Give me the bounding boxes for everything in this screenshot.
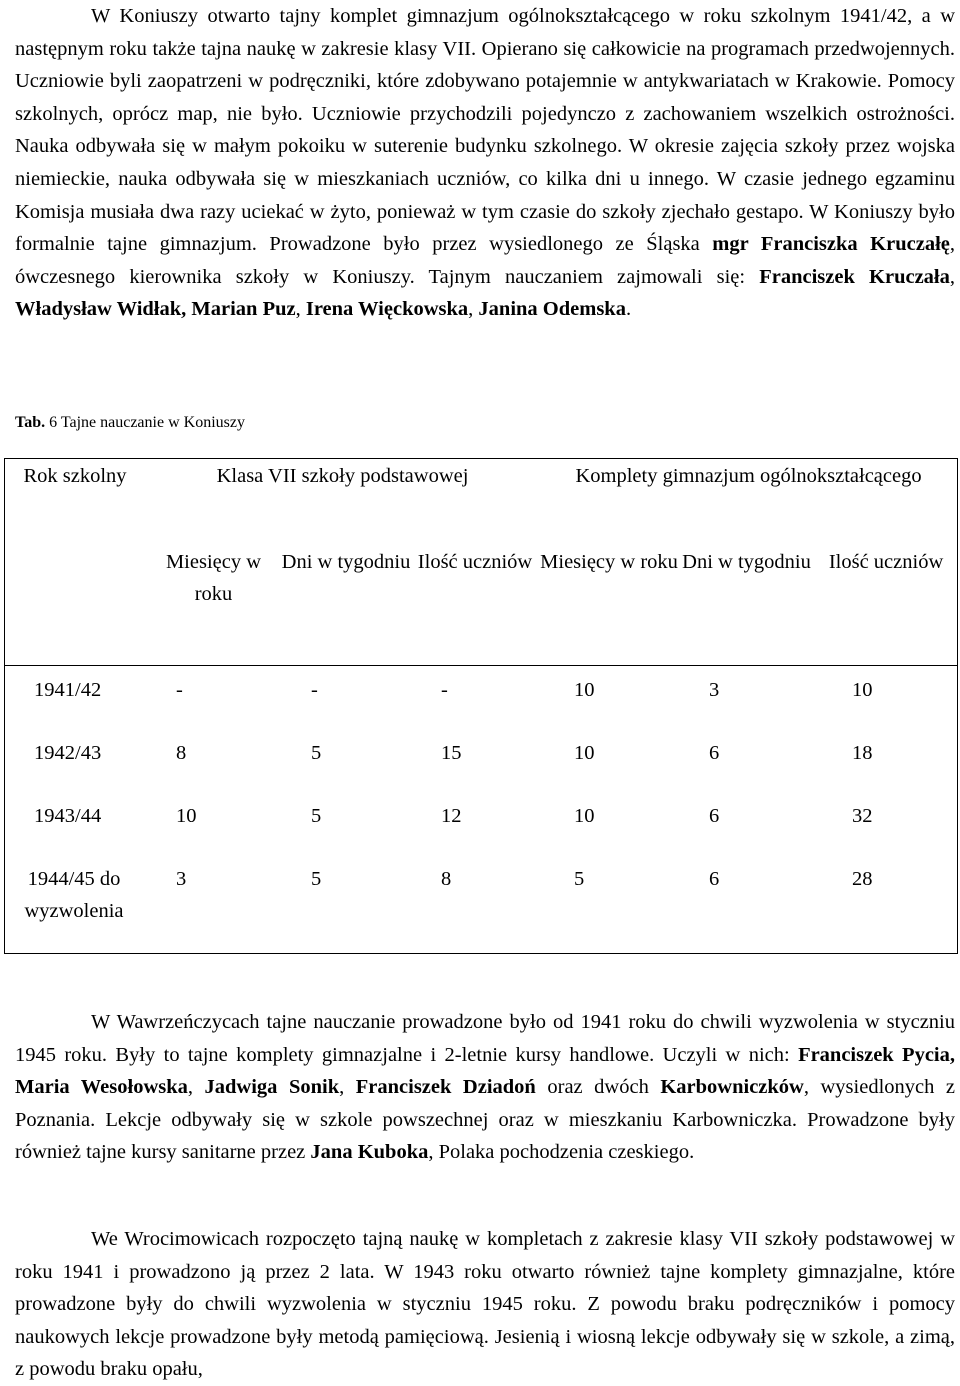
subheader-cell: Ilość uczniów — [417, 551, 533, 573]
p1-seg: , ówczesnego kierownika szkoły w Koniuszy. Tajnym nauczaniem zajmowali się: — [15, 233, 955, 288]
table-cell-year: 1942/43 — [34, 742, 102, 764]
table-cell: 5 — [574, 868, 585, 890]
table-subheader-row — [4, 544, 958, 666]
table-header-row — [4, 458, 958, 544]
table-cell: 10 — [574, 742, 595, 764]
subheader-cell: Miesięcy w roku — [165, 551, 262, 605]
table-cell: 18 — [852, 742, 873, 764]
table-cell: 10 — [852, 679, 873, 701]
table-row — [4, 792, 958, 855]
p2-seg: , — [187, 1076, 205, 1099]
p1-seg: , — [295, 298, 306, 321]
p3-seg: We Wrocimowicach rozpoczęto tajną naukę w kompletach z zakresie klasy VII szkoły podstawowej w roku 1941 i prowadzono ją przez 2 lata. W 1943 roku otwarto również tajne komplety gimnazjalne, które prowadzone były do chwili wyzwolenia w styczniu 1945 roku. Z powodu braku podręczników i pomocy naukowych lekcje prowadzone były metodą pamięciową. Jesienią i wiosną lekcje odbywały się w szkole, a zimą, z powodu braku opału, — [15, 1228, 955, 1381]
header-class-vii: Klasa VII szkoły podstawowej — [216, 465, 469, 487]
paragraph-wawrzenczyce — [15, 1006, 955, 1169]
table-cell: 8 — [441, 868, 452, 890]
p1-seg: , — [949, 265, 956, 288]
table-caption — [15, 412, 245, 434]
table-cell: 3 — [176, 868, 187, 890]
table-row — [4, 729, 958, 792]
table-cell: 10 — [574, 805, 595, 827]
p1-seg: W Koniuszy otwarto tajny komplet gimnazjum ogólnokształcącego w roku szkolnym 1941/42, a w następnym roku także tajna naukę w zakresie klasy VII. Opierano się całkowicie na programach przedwojennych. Uczniowie byli zaopatrzeni w podręczniki, które zdobywano potajemnie w antykwariatach w Krakowie. Pomocy szkolnych, oprócz map, nie było. Uczniowie przychodzili pojedynczo z zachowaniem wszelkich ostrożności. Nauka odbywała się w małym pokoiku w suterenie budynku szkolnego. W okresie zajęcia szkoły przez wojska niemieckie, nauka odbywała się w mieszkaniach uczniów, co kilka dni u innego. W czasie jednego egzaminu Komisja musiała dwa razy uciekać w żyto, ponieważ w tym czasie do szkoły zjechało gestapo. W Koniuszy było formalnie tajne gimnazjum. Prowadzone było przez wysiedlonego ze Śląska — [15, 5, 955, 256]
p1-seg-bold: mgr Franciszka Kruczałę — [712, 233, 950, 256]
table-row — [4, 666, 958, 729]
subheader-cell: Miesięcy w roku — [540, 551, 678, 573]
subheader-cell: Dni w tygodniu — [682, 551, 811, 573]
p2-seg: , Polaka pochodzenia czeskiego. — [428, 1141, 695, 1164]
p2-seg: , wysiedlonych z Poznania. Lekcje odbywały się w szkole powszechnej oraz w mieszkaniu Karbowniczka. Prowadzone były również tajne kursy sanitarne przez — [15, 1076, 955, 1164]
p1-seg-bold: Władysław Widłak, Marian Puz — [15, 298, 296, 321]
p2-seg: , — [339, 1076, 356, 1099]
table-cell: 12 — [441, 805, 462, 827]
table-cell: 10 — [176, 805, 197, 827]
header-gymnasium: Komplety gimnazjum ogólnokształcącego — [575, 465, 922, 487]
table-cell: - — [176, 679, 183, 701]
p2-seg-bold: Jadwiga Sonik — [204, 1076, 340, 1099]
table-cell: 6 — [709, 742, 720, 764]
p2-seg-bold: Jana Kuboka — [310, 1141, 429, 1164]
p1-seg-bold: Franciszek Kruczała — [759, 265, 950, 288]
table-cell: 6 — [709, 868, 720, 890]
table-cell: 10 — [574, 679, 595, 701]
table-cell: - — [311, 679, 318, 701]
table-cell-year: 1944/45 do wyzwolenia — [24, 868, 124, 922]
table-cell: 15 — [441, 742, 462, 764]
p1-seg: , — [468, 298, 479, 321]
table-cell: 5 — [311, 868, 322, 890]
subheader-cell: Dni w tygodniu — [281, 551, 411, 573]
table-cell: 6 — [709, 805, 720, 827]
table-cell: 5 — [311, 805, 322, 827]
table-cell: 8 — [176, 742, 187, 764]
p1-seg: . — [625, 298, 632, 321]
table-cell: 3 — [709, 679, 720, 701]
caption-text: 6 Tajne nauczanie w Koniuszy — [45, 414, 245, 431]
table-cell: 32 — [852, 805, 873, 827]
table-cell-year: 1941/42 — [34, 679, 102, 701]
p2-seg: W Wawrzeńczycach tajne nauczanie prowadzone było od 1941 roku do chwili wyzwolenia w styczniu 1945 roku. Były to tajne komplety gimnazjalne i 2-letnie kursy handlowe. Uczyli w nich: — [15, 1011, 955, 1066]
schooling-table — [4, 458, 958, 973]
p2-seg-bold: Karbowniczków — [660, 1076, 804, 1099]
table-cell-year: 1943/44 — [34, 805, 102, 827]
subheader-cell: Ilość uczniów — [828, 551, 944, 573]
p2-seg-bold: Franciszek Pycia, Maria Wesołowska — [15, 1043, 956, 1099]
p2-seg: oraz dwóch — [535, 1076, 661, 1099]
paragraph-koniusza — [15, 0, 955, 326]
caption-label: Tab. — [15, 414, 46, 431]
p2-seg-bold: Franciszek Dziadoń — [355, 1076, 536, 1099]
table-row — [4, 855, 958, 973]
p1-seg-bold: Janina Odemska — [478, 298, 626, 321]
table-cell: 5 — [311, 742, 322, 764]
table-cell: 28 — [852, 868, 873, 890]
header-year: Rok szkolny — [23, 465, 127, 487]
paragraph-wrocimowice — [15, 1223, 955, 1386]
table-cell: - — [441, 679, 448, 701]
p1-seg-bold: Irena Więckowska — [305, 298, 469, 321]
